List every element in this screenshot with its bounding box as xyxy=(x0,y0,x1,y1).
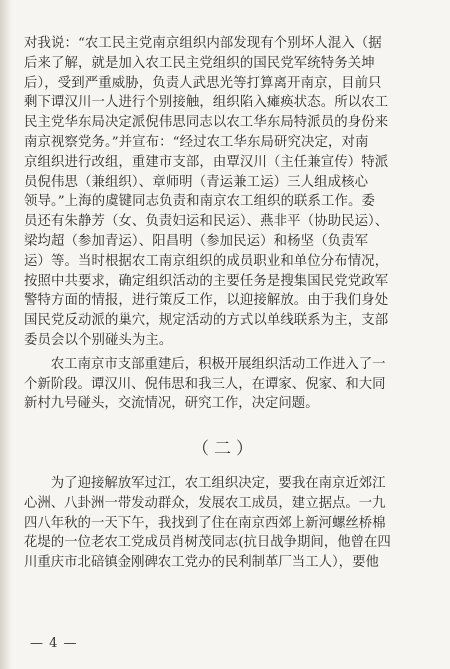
text-line: 对我说：“农工民主党南京组织内部发现有个别坏人混入（据 xyxy=(24,36,382,51)
text-line: 委员会以个别碰头为主。 xyxy=(24,332,173,348)
text-line: 员倪伟思（兼组织）、章师明（青运兼工运）三人组成核心 xyxy=(24,174,369,190)
text-line: 南京视察党务。”并宣布：“经过农工华东局研究决定，对南 xyxy=(24,134,369,150)
text-line: 员还有朱静芳（女、负责妇运和民运）、燕非平（协助民运）、 xyxy=(24,214,389,230)
text-line: 花堤的一位老农工党成员肖树茂同志(抗日战争期间，他曾在四 xyxy=(24,535,391,551)
text-line: 为了迎接解放军过江，农工组织决定，要我在南京近郊江 xyxy=(50,476,386,491)
text-line: 后），受到严重威胁，负责人武思光等打算离开南京，目前只 xyxy=(24,75,382,91)
text-line: 运）等。当时根据农工南京组织的成员职业和单位分布情况， xyxy=(24,253,389,269)
page-number: — 4 — xyxy=(30,636,78,651)
text-line: 民主党华东局决定派倪伟思同志以农工华东局特派员的身份来 xyxy=(24,115,389,131)
text-line: 警特方面的情报，进行策反工作，以迎接解放。由于我们身处 xyxy=(24,293,389,309)
text-line: 新村九号碰头，交流情况，研究工作，决定问题。 xyxy=(24,396,319,412)
text-line: 国民党反动派的巢穴，规定活动的方式以单线联系为主，支部 xyxy=(24,313,389,329)
text-line: 心洲、八卦洲一带发动群众，发展农工成员，建立据点。一九 xyxy=(24,495,386,511)
text-line: 梁均超（参加青运）、阳昌明（参加民运）和杨坚（负责军 xyxy=(24,233,369,249)
text-line: 后来了解，就是加入农工民主党组织的国民党军统特务关坤 xyxy=(24,55,375,71)
paragraph-1 xyxy=(24,34,428,351)
text-line: 领导。”上海的虞键同志负责和南京农工组织的联系工作。委 xyxy=(24,194,375,210)
text-line: 川重庆市北碚镇金刚碑农工党办的民利制革厂当工人），要他 xyxy=(24,555,379,571)
text-line: 四八年秋的一天下午，我找到了住在南京西郊上新河螺丝桥棉 xyxy=(24,515,386,531)
text-line: 剩下谭汉川一人进行个别接触，组织陷入瘫痪状态。所以农工 xyxy=(24,95,389,111)
paragraph-3 xyxy=(24,474,428,573)
page-binding-shadow xyxy=(0,0,12,669)
main-text xyxy=(24,34,428,414)
text-line: 京组织进行改组，重建市支部，由覃汉川（主任兼宣传）特派 xyxy=(24,154,389,170)
text-line: 按照中共要求，确定组织活动的主要任务是搜集国民党党政军 xyxy=(24,273,389,289)
text-line: 农工南京市支部重建后，积极开展组织活动工作进入了一 xyxy=(50,356,386,372)
text-line: 个新阶段。谭汉川、倪伟思和我三人，在谭家、倪家、和大同 xyxy=(24,376,386,392)
paragraph-2 xyxy=(24,355,428,414)
section-heading: （二） xyxy=(192,439,258,459)
